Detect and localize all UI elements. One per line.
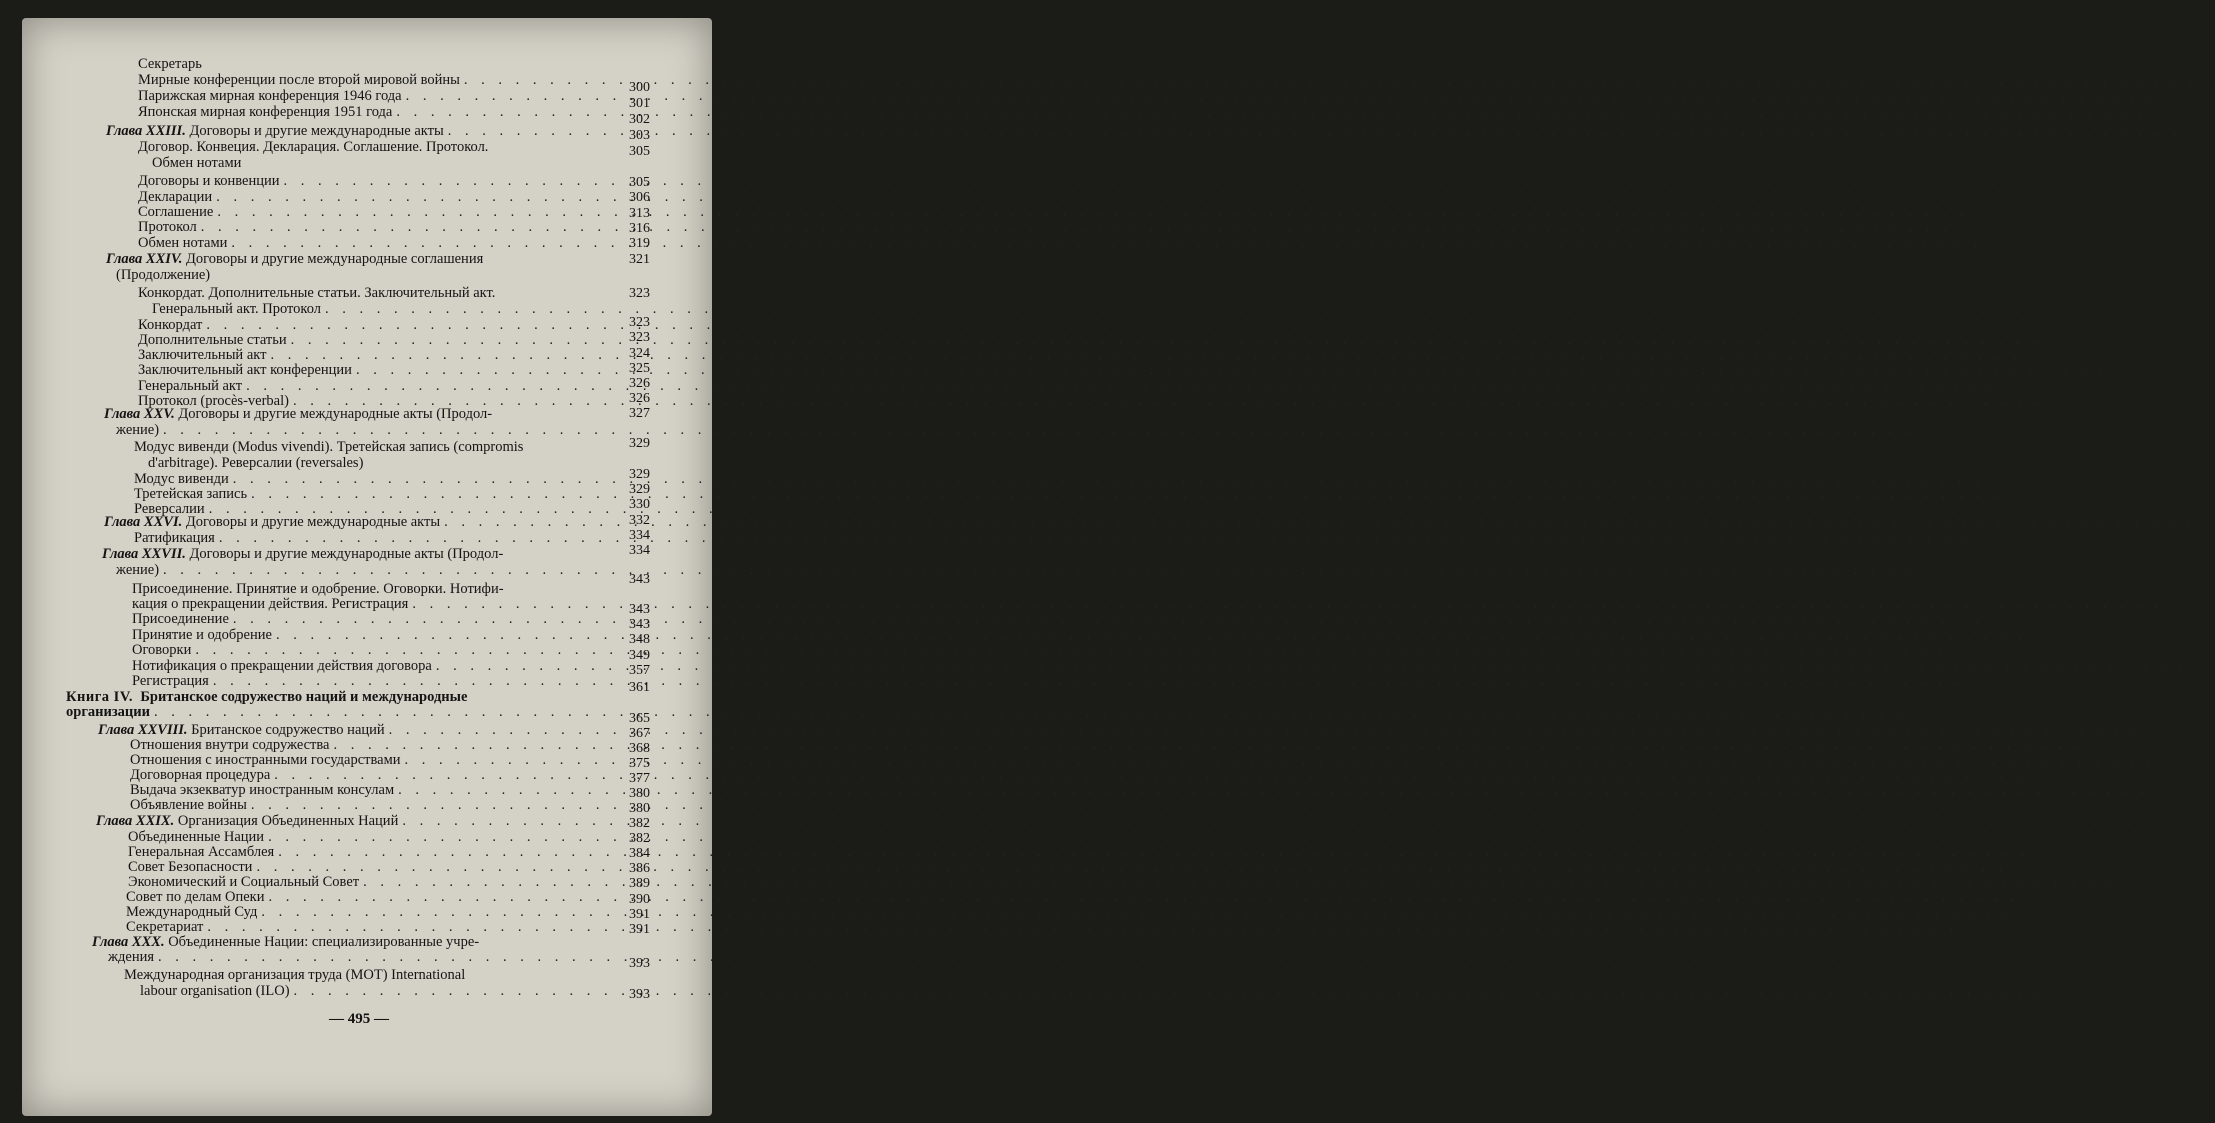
- toc-entry: [108, 950, 604, 965]
- dot-leader: [278, 845, 2029, 860]
- toc-entry: [126, 920, 604, 935]
- dot-leader: [389, 723, 2140, 738]
- toc-entry-text: Заключительный акт конференции: [138, 362, 352, 378]
- dot-leader: [402, 814, 2153, 829]
- dot-leader: [448, 124, 2199, 139]
- toc-entry: [152, 156, 604, 171]
- toc-entry-text: Парижская мирная конференция 1946 года: [138, 88, 402, 104]
- toc-page-number: 305: [629, 144, 650, 159]
- toc-entry-text: Британское содружество наций и международные: [140, 689, 468, 705]
- toc-entry: [134, 531, 604, 546]
- toc-entry-text: Секретариат: [126, 919, 204, 935]
- chapter-label: Глава XXIX.: [96, 813, 175, 829]
- toc-page-number: 384: [629, 846, 650, 861]
- dot-leader: [217, 205, 1968, 220]
- dot-leader: [268, 830, 2019, 845]
- chapter-label: Глава XXX.: [92, 934, 165, 950]
- toc-entry-text: жение): [116, 422, 160, 438]
- toc-entry-text: Генеральный акт: [138, 378, 243, 394]
- dot-leader: [163, 563, 1914, 578]
- toc-entry-text: Экономический и Социальный Совет: [128, 874, 360, 890]
- toc-entry: [134, 440, 604, 455]
- toc-page-number: 329: [629, 467, 650, 482]
- dot-leader: [268, 890, 2019, 905]
- toc-entry: [130, 753, 604, 768]
- chapter-label: Глава XXV.: [104, 406, 175, 422]
- toc-entry-text: Обмен нотами: [152, 155, 242, 171]
- dot-leader: [213, 674, 1964, 689]
- toc-page-number: 329: [629, 482, 650, 497]
- toc-entry: [116, 268, 604, 283]
- chapter-label: Глава XXIII.: [106, 123, 186, 139]
- dot-leader: [406, 89, 2157, 104]
- dot-leader: [219, 531, 1970, 546]
- chapter-label: Глава XXVI.: [104, 514, 183, 530]
- toc-entry-text: Мирные конференции после второй мировой войны: [138, 72, 460, 88]
- toc-page-number: 343: [629, 617, 650, 632]
- toc-chapter: [106, 124, 604, 139]
- toc-entry-text: Модус вивенди (Modus vivendi). Третейская запись (compromis: [134, 439, 524, 455]
- toc-page-number: 332: [629, 513, 650, 528]
- toc-page-number: 393: [629, 956, 650, 971]
- toc-entry-text: Конкордат. Дополнительные статьи. Заключительный акт.: [138, 285, 496, 301]
- toc-page-number: 377: [629, 771, 650, 786]
- toc-page-number: 386: [629, 861, 650, 876]
- toc-entry: [130, 768, 604, 783]
- toc-entry-text: Договоры и другие международные соглашения: [185, 251, 484, 267]
- toc-page-number: 323: [629, 330, 650, 345]
- toc-book-heading: [66, 690, 604, 705]
- toc-chapter: [92, 935, 604, 950]
- book-label: Книга IV.: [66, 689, 134, 705]
- toc-page-number: 382: [629, 816, 650, 831]
- chapter-label: Глава XXIV.: [106, 251, 183, 267]
- toc-page-number: 390: [629, 892, 650, 907]
- toc-entry-text: Объявление войны: [130, 797, 247, 813]
- toc-page-number: 329: [629, 436, 650, 451]
- toc-entry: [138, 236, 604, 251]
- toc-entry-text: Договоры и другие международные акты (Продол-: [178, 406, 493, 422]
- toc-entry: [138, 220, 604, 235]
- toc-page-number: 349: [629, 648, 650, 663]
- toc-entry-text: организации: [66, 704, 150, 720]
- toc-entry: [152, 302, 604, 317]
- dot-leader: [195, 643, 1946, 658]
- toc-entry-text: Договоры и другие международные акты: [185, 514, 441, 530]
- toc-entry: [138, 73, 604, 88]
- toc-entry: [130, 738, 604, 753]
- toc-entry-text: Регистрация: [132, 673, 209, 689]
- toc-entry: [128, 845, 604, 860]
- dot-leader: [206, 318, 1957, 333]
- toc-entry-text: Британское содружество наций: [191, 722, 385, 738]
- dot-leader: [154, 705, 1905, 720]
- toc-entry-text: Реверсалии: [134, 501, 205, 517]
- dot-leader: [251, 798, 2002, 813]
- toc-page-number: 393: [629, 987, 650, 1002]
- toc-entry: [130, 798, 604, 813]
- toc-entry-text: Международный Суд: [126, 904, 258, 920]
- dot-leader: [158, 950, 1909, 965]
- dot-leader: [334, 738, 2085, 753]
- toc-entry-text: кация о прекращении действия. Регистрация: [132, 596, 409, 612]
- dot-leader: [464, 73, 2215, 88]
- toc-entry-text: Объединенные Нации: [128, 829, 265, 845]
- toc-entry: [138, 286, 604, 301]
- toc-entry: [138, 363, 604, 378]
- toc-entry-text: d'arbitrage). Реверсалии (reversales): [148, 455, 364, 471]
- dot-leader: [201, 220, 1952, 235]
- toc-page-number: 330: [629, 497, 650, 512]
- toc-page-number: 367: [629, 726, 650, 741]
- toc-entry-text: Нотификация о прекращении действия договора: [132, 658, 432, 674]
- dot-leader: [294, 984, 2045, 999]
- dot-leader: [396, 105, 2147, 120]
- toc-page-number: 319: [629, 236, 650, 251]
- toc-chapter: [104, 515, 604, 530]
- dot-leader: [231, 236, 1982, 251]
- toc-page-number: 380: [629, 801, 650, 816]
- toc-entry-text: Декларации: [138, 189, 213, 205]
- toc-entry: [130, 783, 604, 798]
- toc-entry: [138, 89, 604, 104]
- dot-leader: [207, 920, 1958, 935]
- toc-chapter: [102, 547, 604, 562]
- toc-entry: [116, 563, 604, 578]
- toc-entry-text: Дополнительные статьи: [138, 332, 287, 348]
- toc-entry: [128, 860, 604, 875]
- toc-page-number: 348: [629, 632, 650, 647]
- toc-entry-text: Заключительный акт: [138, 347, 267, 363]
- toc-chapter: [104, 407, 604, 422]
- dot-leader: [233, 472, 1984, 487]
- toc-entry: [148, 456, 604, 471]
- toc-entry: [132, 643, 604, 658]
- toc-entry-text: Совет Безопасности: [128, 859, 253, 875]
- toc-entry-text: Отношения с иностранными государствами: [130, 752, 401, 768]
- toc-page-number: 357: [629, 663, 650, 678]
- toc-entry-text: Генеральная Ассамблея: [128, 844, 275, 860]
- toc-entry: [138, 333, 604, 348]
- toc-page-number: 324: [629, 346, 650, 361]
- toc-page-number: 302: [629, 112, 650, 127]
- toc-entry-text: Конкордат: [138, 317, 203, 333]
- toc-entry-text: Договорная процедура: [130, 767, 271, 783]
- toc-entry-text: Отношения внутри содружества: [130, 737, 330, 753]
- toc-page-number: 334: [629, 528, 650, 543]
- toc-entry: [132, 659, 604, 674]
- dot-leader: [276, 628, 2027, 643]
- dot-leader: [412, 597, 2163, 612]
- toc-page-number: 303: [629, 128, 650, 143]
- toc-entry-text: Международная организация труда (МОТ) International: [124, 967, 466, 983]
- toc-page-number: 300: [629, 80, 650, 95]
- dot-leader: [274, 768, 2025, 783]
- toc-page-number: 361: [629, 680, 650, 695]
- dot-leader: [436, 659, 2187, 674]
- toc-entry: [138, 318, 604, 333]
- toc-page-number: 326: [629, 391, 650, 406]
- toc-entry: [132, 582, 604, 597]
- toc-entry-text: Обмен нотами: [138, 235, 228, 251]
- toc-entry-text: Генеральный акт. Протокол: [152, 301, 322, 317]
- toc-entry-text: ждения: [108, 949, 155, 965]
- toc-entry-text: Третейская запись: [134, 486, 248, 502]
- toc-page-number: 313: [629, 206, 650, 221]
- chapter-label: Глава XXVII.: [102, 546, 186, 562]
- dot-leader: [270, 348, 2021, 363]
- dot-leader: [256, 860, 2007, 875]
- toc-page-number: 334: [629, 543, 650, 558]
- dot-leader: [163, 423, 1914, 438]
- toc-entry-text: labour organisation (ILO): [140, 983, 290, 999]
- dot-leader: [251, 487, 2002, 502]
- toc-entry-text: Модус вивенди: [134, 471, 229, 487]
- toc-page-number: 380: [629, 786, 650, 801]
- toc-entry-text: Объединенные Нации: специализированные учре-: [168, 934, 480, 950]
- toc-entry: [126, 905, 604, 920]
- dot-leader: [216, 190, 1967, 205]
- toc-entry-text: Протокол: [138, 219, 197, 235]
- toc-page-number: 327: [629, 406, 650, 421]
- toc-entry: [138, 57, 604, 72]
- toc-page-number: 321: [629, 252, 650, 267]
- toc-entry-text: Протокол (procès-verbal): [138, 393, 289, 409]
- toc-entry: [134, 487, 604, 502]
- dot-leader: [291, 333, 2042, 348]
- toc-entry-text: Соглашение: [138, 204, 214, 220]
- dot-leader: [261, 905, 2012, 920]
- toc-entry: [116, 423, 604, 438]
- page-number-footer: — 495 —: [329, 1011, 389, 1027]
- toc-page-number: 306: [629, 190, 650, 205]
- toc-entry: [138, 105, 604, 120]
- toc-page-number: 391: [629, 907, 650, 922]
- toc-entry-text: Секретарь: [138, 56, 202, 72]
- toc-entry: [134, 472, 604, 487]
- dot-leader: [444, 515, 2195, 530]
- toc-entry-text: (Продолжение): [116, 267, 211, 283]
- toc-entry: [132, 628, 604, 643]
- toc-page-number: 301: [629, 96, 650, 111]
- toc-entry-text: Договоры и другие международные акты: [189, 123, 444, 139]
- toc-entry-text: Договоры и другие международные акты (Продол-: [189, 546, 504, 562]
- toc-entry: [128, 830, 604, 845]
- toc-entry: [140, 984, 604, 999]
- dot-leader: [405, 753, 2156, 768]
- toc-page-number: 343: [629, 602, 650, 617]
- dot-leader: [325, 302, 2076, 317]
- toc-page-number: 323: [629, 315, 650, 330]
- toc-page-number: 382: [629, 831, 650, 846]
- toc-page-number: 375: [629, 756, 650, 771]
- dot-leader: [233, 612, 1984, 627]
- toc-entry-text: Ратификация: [134, 530, 215, 546]
- toc-entry: [138, 379, 604, 394]
- toc-page-number: 316: [629, 221, 650, 236]
- toc-entry: [138, 348, 604, 363]
- toc-chapter: [106, 252, 604, 267]
- toc-entry: [132, 597, 604, 612]
- toc-page-number: 365: [629, 711, 650, 726]
- toc-entry-text: Оговорки: [132, 642, 192, 658]
- toc-page-number: 343: [629, 572, 650, 587]
- toc-chapter: [98, 723, 604, 738]
- toc-entry-text: Японская мирная конференция 1951 года: [138, 104, 393, 120]
- toc-entry: [138, 190, 604, 205]
- toc-entry: [66, 705, 604, 720]
- toc-chapter: [96, 814, 604, 829]
- toc-entry: [132, 612, 604, 627]
- toc-entry: [138, 205, 604, 220]
- toc-entry-text: жение): [116, 562, 160, 578]
- dot-leader: [284, 174, 2035, 189]
- toc-entry-text: Совет по делам Опеки: [126, 889, 265, 905]
- toc-entry-text: Выдача экзекватур иностранным консулам: [130, 782, 395, 798]
- toc-entry: [128, 875, 604, 890]
- toc-entry-text: Принятие и одобрение: [132, 627, 272, 643]
- table-of-contents: [0, 0, 718, 1123]
- toc-page-number: 323: [629, 286, 650, 301]
- toc-entry-text: Присоединение. Принятие и одобрение. Оговорки. Нотифи-: [132, 581, 504, 597]
- chapter-label: Глава XXVIII.: [98, 722, 188, 738]
- toc-entry: [126, 890, 604, 905]
- toc-page-number: 326: [629, 376, 650, 391]
- toc-page-number: 389: [629, 876, 650, 891]
- toc-entry-text: Договор. Конвеция. Декларация. Соглашение. Протокол.: [138, 139, 489, 155]
- toc-page-number: 305: [629, 175, 650, 190]
- toc-entry: [138, 140, 604, 155]
- toc-page-number: 368: [629, 741, 650, 756]
- toc-entry-text: Организация Объединенных Наций: [177, 813, 399, 829]
- toc-entry: [124, 968, 604, 983]
- toc-page-number: 325: [629, 361, 650, 376]
- dot-leader: [246, 379, 1997, 394]
- toc-entry-text: Присоединение: [132, 611, 229, 627]
- toc-entry: [138, 174, 604, 189]
- dot-leader: [398, 783, 2149, 798]
- toc-entry-text: Договоры и конвенции: [138, 173, 280, 189]
- toc-page-number: 391: [629, 922, 650, 937]
- toc-entry: [132, 674, 604, 689]
